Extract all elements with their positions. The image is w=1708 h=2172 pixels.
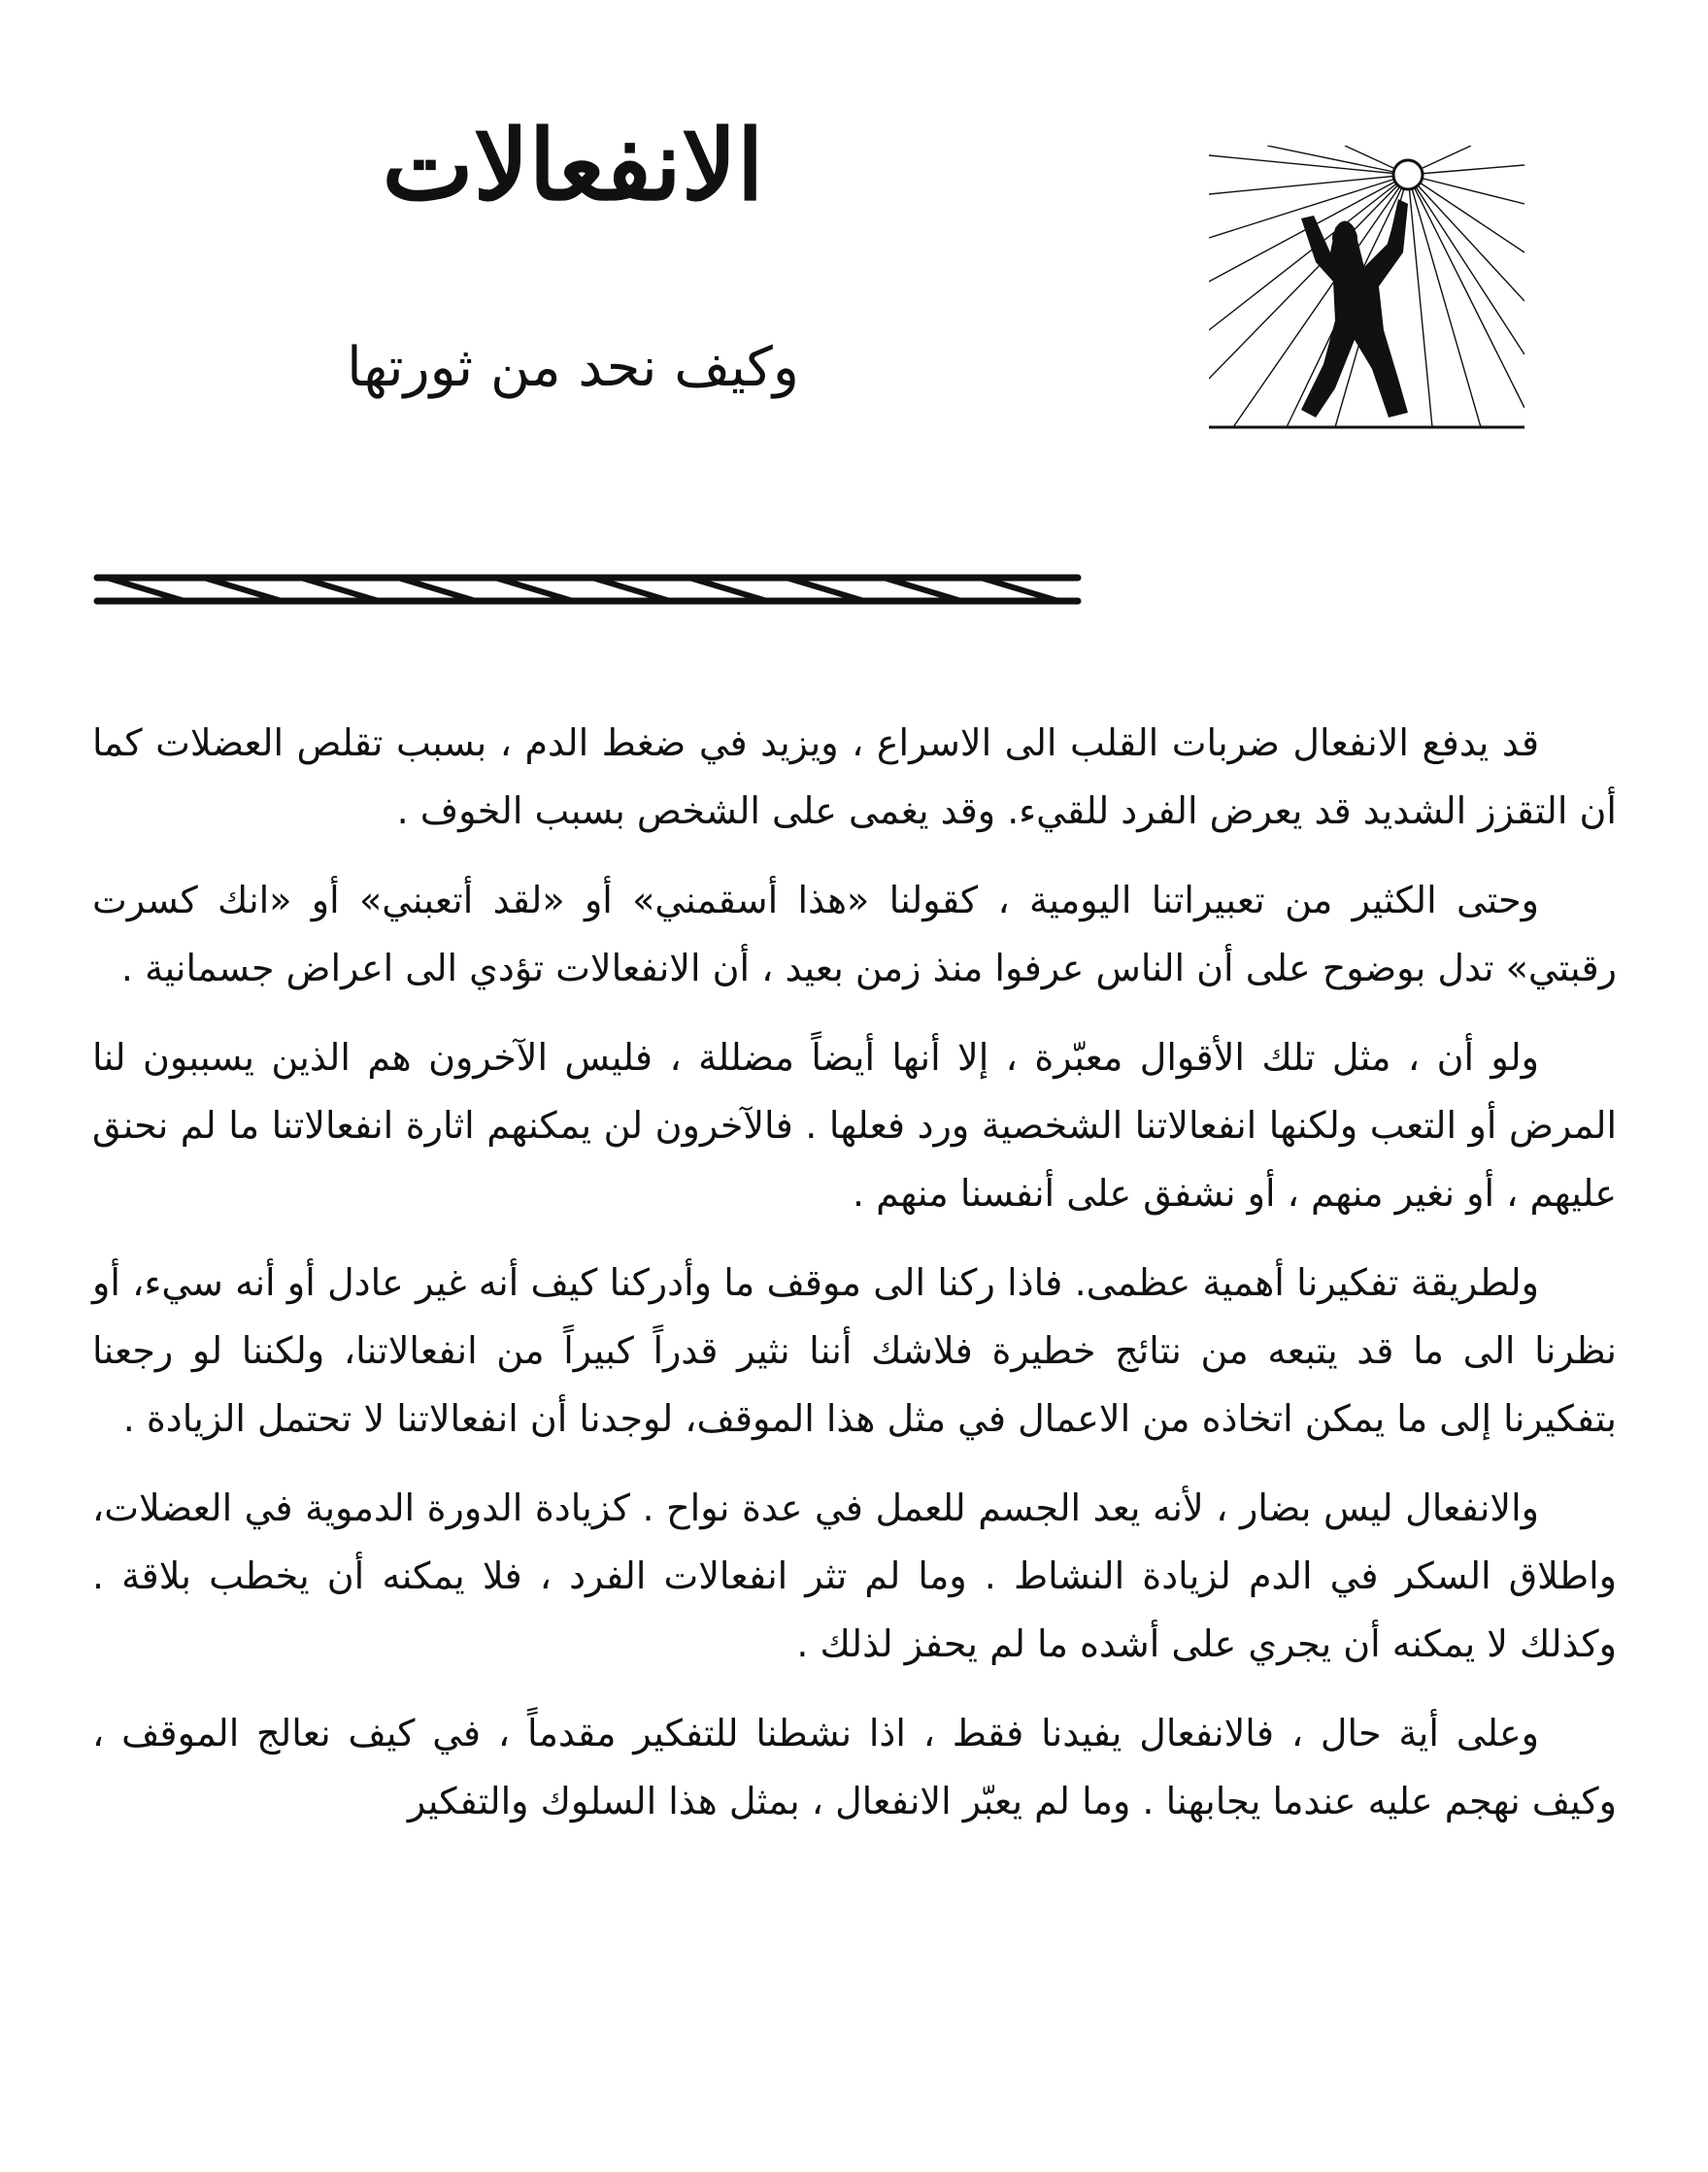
page-subtitle: وكيف نحد من ثورتها	[347, 336, 799, 399]
figure-reaching-sun-icon	[1209, 146, 1524, 432]
paragraph: ولو أن ، مثل تلك الأقوال معبّرة ، إلا أنها أيضاً مضللة ، فليس الآخرون هم الذين يسببون لنا المرض أو التعب ولكنها انفعالاتنا الشخصية ورد فعلها . فالآخرون لن يمكنهم اثارة انفعالاتنا ما لم نحنق عليهم ، أو نغير منهم ، أو نشفق على أنفسنا منهم .	[92, 1036, 1617, 1215]
paragraph: ولطريقة تفكيرنا أهمية عظمى. فاذا ركنا الى موقف ما وأدركنا كيف أنه غير عادل أو أنه سيء، أو نظرنا الى ما قد يتبعه من نتائج خطيرة فلاشك أننا نثير قدراً كبيراً من انفعالاتنا، ولكننا لو رجعنا بتفكيرنا إلى ما يمكن اتخاذه من الاعمال في مثل هذا الموقف، لوجدنا أن انفعالاتنا لا تحتمل الزيادة .	[92, 1261, 1617, 1440]
paragraph: وحتى الكثير من تعبيراتنا اليومية ، كقولنا «هذا أسقمني» أو «لقد أتعبني» أو «انك كسرت رقبتي» تدل بوضوح على أن الناس عرفوا منذ زمن بعيد ، أن الانفعالات تؤدي الى اعراض جسمانية .	[92, 879, 1617, 989]
paragraph: وعلى أية حال ، فالانفعال يفيدنا فقط ، اذا نشطنا للتفكير مقدماً ، في كيف نعالج الموقف ، وكيف نهجم عليه عندما يجابهنا . وما لم يعبّر الانفعال ، بمثل هذا السلوك والتفكير	[92, 1712, 1617, 1822]
page-title: الانفعالات	[382, 108, 764, 222]
decorative-divider	[87, 558, 1088, 617]
paragraph: والانفعال ليس بضار ، لأنه يعد الجسم للعمل في عدة نواح . كزيادة الدورة الدموية في العضلات، واطلاق السكر في الدم لزيادة النشاط . وما لم تثر انفعالات الفرد ، فلا يمكنه أن يخطب بلاقة . وكذلك لا يمكنه أن يجري على أشده ما لم يحفز لذلك .	[92, 1487, 1617, 1665]
paragraph: قد يدفع الانفعال ضربات القلب الى الاسراع ، ويزيد في ضغط الدم ، بسبب تقلص العضلات كما أن التقزز الشديد قد يعرض الفرد للقيء. وقد يغمى على الشخص بسبب الخوف .	[92, 721, 1617, 832]
article-body	[92, 709, 1617, 1856]
